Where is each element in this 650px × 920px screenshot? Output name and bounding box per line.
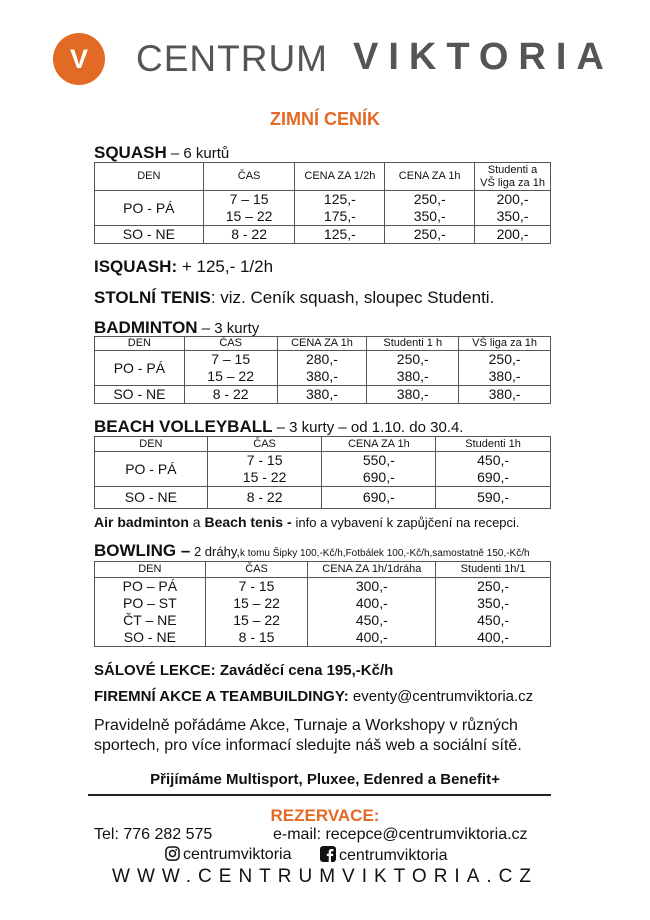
info-paragraph bbox=[94, 716, 522, 756]
cell-line: PO – PÁ bbox=[122, 578, 178, 594]
cell-line: 380,- bbox=[305, 368, 338, 384]
col-header: CENA ZA 1h bbox=[385, 163, 475, 191]
cell-price: 200,- bbox=[475, 226, 551, 244]
cell-line: 690,- bbox=[362, 469, 395, 485]
table-row bbox=[95, 191, 551, 226]
multisport-line: Přijímáme Multisport, Pluxee, Edenred a Benefit+ bbox=[150, 771, 500, 788]
col-header: DEN bbox=[95, 337, 185, 351]
cell-line: 8 - 15 bbox=[238, 629, 275, 645]
col-header: CENA ZA 1h bbox=[322, 437, 436, 452]
cell-line: 15 – 22 bbox=[233, 612, 280, 628]
table-row bbox=[95, 351, 551, 386]
cell-line: 450,- bbox=[477, 452, 510, 468]
cell-line: 15 – 22 bbox=[233, 595, 280, 611]
cell-price bbox=[367, 351, 459, 386]
badminton-table bbox=[94, 336, 551, 404]
instagram-icon bbox=[165, 846, 180, 866]
air-info: info a vybavení k zapůjčení na recepci. bbox=[295, 515, 520, 530]
cell-line: 550,- bbox=[362, 452, 395, 468]
cell-price bbox=[308, 578, 436, 647]
cell-line: 175,- bbox=[323, 208, 356, 224]
cell-time bbox=[203, 191, 295, 226]
col-header: ČAS bbox=[205, 562, 308, 578]
salove-lekce: SÁLOVÉ LEKCE: Zaváděcí cena 195,-Kč/h bbox=[94, 662, 394, 679]
cell-price bbox=[322, 452, 436, 487]
col-header: CENA ZA 1h bbox=[277, 337, 367, 351]
cell-line: 7 - 15 bbox=[238, 578, 275, 594]
facebook-icon bbox=[320, 846, 336, 867]
air-badminton-label: Air badminton bbox=[94, 514, 189, 530]
cell-price bbox=[295, 191, 385, 226]
cell-price bbox=[277, 351, 367, 386]
cell-price: 125,- bbox=[295, 226, 385, 244]
table-tennis-text: : viz. Ceník squash, sloupec Studenti. bbox=[210, 288, 495, 307]
beach-table bbox=[94, 436, 551, 509]
bowling-table bbox=[94, 561, 551, 647]
table-header-row bbox=[95, 562, 551, 578]
table-tennis-line bbox=[94, 288, 494, 308]
cell-time bbox=[205, 578, 308, 647]
website-link[interactable]: WWW.CENTRUMVIKTORIA.CZ bbox=[112, 866, 538, 887]
col-header-line: VŠ liga za 1h bbox=[480, 176, 545, 189]
cell-time bbox=[184, 351, 277, 386]
table-header-row bbox=[95, 437, 551, 452]
brand-name-first: CENTRUM bbox=[136, 38, 328, 79]
isquash-text: + 125,- 1/2h bbox=[177, 257, 274, 276]
bowling-heading-sub: 2 dráhy, bbox=[190, 544, 240, 559]
col-header-line: Studenti a bbox=[487, 163, 538, 176]
phone[interactable]: Tel: 776 282 575 bbox=[94, 826, 213, 843]
beach-heading-sub: – 3 kurty – od 1.10. do 30.4. bbox=[272, 419, 464, 436]
bowling-note: k tomu Šipky 100,-Kč/h,Fotbálek 100,-Kč/h,samostatně 150,-Kč/h bbox=[239, 548, 530, 559]
table-row bbox=[95, 487, 551, 509]
cell-price: 380,- bbox=[367, 386, 459, 404]
divider bbox=[88, 794, 551, 796]
cell-line: 400,- bbox=[477, 629, 510, 645]
cell-line: 380,- bbox=[488, 368, 521, 384]
beach-tennis-label: Beach tenis bbox=[204, 514, 284, 530]
instagram-handle: centrumviktoria bbox=[183, 846, 292, 863]
facebook-link[interactable] bbox=[320, 846, 447, 867]
air-badminton-line bbox=[94, 514, 520, 530]
air-connector: a bbox=[188, 514, 205, 530]
cell-line: 15 – 22 bbox=[207, 368, 255, 384]
cell-price: 690,- bbox=[322, 487, 436, 509]
badminton-heading-label: BADMINTON bbox=[94, 318, 198, 337]
air-dash: - bbox=[283, 514, 296, 530]
beach-heading bbox=[94, 417, 463, 437]
table-row bbox=[95, 386, 551, 404]
isquash-label: ISQUASH: bbox=[94, 257, 178, 276]
col-header: ČAS bbox=[184, 337, 277, 351]
squash-table bbox=[94, 162, 551, 244]
cell-line: 7 – 15 bbox=[229, 191, 269, 207]
col-header: VŠ liga za 1h bbox=[459, 337, 551, 351]
cell-day: PO - PÁ bbox=[95, 452, 208, 487]
info-line: Pravidelně pořádáme Akce, Turnaje a Workshopy v různých bbox=[94, 717, 518, 734]
cell-line: 15 – 22 bbox=[225, 208, 273, 224]
cell-line: 15 - 22 bbox=[242, 469, 287, 485]
info-line: sportech, pro více informací sledujte náš web a sociální sítě. bbox=[94, 737, 522, 754]
cell-day: SO - NE bbox=[95, 226, 204, 244]
logo-icon: V bbox=[53, 33, 105, 85]
firemni-label: FIREMNÍ AKCE A TEAMBUILDINGY: bbox=[94, 688, 349, 705]
table-tennis-label: STOLNÍ TENIS bbox=[94, 288, 211, 307]
cell-line: 400,- bbox=[355, 595, 388, 611]
col-header: ČAS bbox=[203, 163, 295, 191]
cell-price: 380,- bbox=[277, 386, 367, 404]
cell-price bbox=[385, 191, 475, 226]
cell-price bbox=[459, 351, 551, 386]
cell-price: 590,- bbox=[436, 487, 551, 509]
rezervace-heading: REZERVACE: bbox=[270, 806, 380, 825]
col-header bbox=[475, 163, 551, 191]
col-header: DEN bbox=[95, 562, 206, 578]
cell-day: PO - PÁ bbox=[95, 351, 185, 386]
cell-line: 350,- bbox=[477, 595, 510, 611]
cell-day: SO - NE bbox=[95, 487, 208, 509]
email[interactable]: e-mail: recepce@centrumviktoria.cz bbox=[273, 826, 528, 843]
table-row bbox=[95, 226, 551, 244]
cell-line: 7 - 15 bbox=[246, 452, 283, 468]
table-header-row bbox=[95, 163, 551, 191]
cell-line: 690,- bbox=[477, 469, 510, 485]
firemni-email[interactable]: eventy@centrumviktoria.cz bbox=[348, 688, 534, 705]
cell-day: SO - NE bbox=[95, 386, 185, 404]
squash-heading bbox=[94, 143, 229, 163]
cell-price: 250,- bbox=[385, 226, 475, 244]
cell-time: 8 - 22 bbox=[207, 487, 322, 509]
cell-time bbox=[207, 452, 322, 487]
instagram-link[interactable] bbox=[165, 846, 291, 866]
firemni-akce bbox=[94, 688, 533, 705]
col-header: Studenti 1h bbox=[436, 437, 551, 452]
cell-line: 200,- bbox=[496, 191, 529, 207]
brand-name-second: VIKTORIA bbox=[353, 36, 614, 78]
cell-line: 450,- bbox=[355, 612, 388, 628]
cell-line: 250,- bbox=[477, 578, 510, 594]
col-header: CENA ZA 1/2h bbox=[295, 163, 385, 191]
cell-price bbox=[436, 452, 551, 487]
cell-line: 125,- bbox=[323, 191, 356, 207]
cell-time: 8 - 22 bbox=[184, 386, 277, 404]
cell-line: 7 – 15 bbox=[211, 351, 251, 367]
cell-price: 380,- bbox=[459, 386, 551, 404]
cell-line: 250,- bbox=[413, 191, 446, 207]
col-header: DEN bbox=[95, 437, 208, 452]
col-header: CENA ZA 1h/1dráha bbox=[308, 562, 436, 578]
cell-line: 400,- bbox=[355, 629, 388, 645]
cell-day: PO - PÁ bbox=[95, 191, 204, 226]
beach-heading-label: BEACH VOLLEYBALL bbox=[94, 417, 273, 436]
squash-heading-sub: – 6 kurtů bbox=[166, 145, 230, 162]
cell-line: ČT – NE bbox=[123, 612, 177, 628]
cell-line: 250,- bbox=[396, 351, 429, 367]
cell-line: 250,- bbox=[488, 351, 521, 367]
cell-line: 280,- bbox=[305, 351, 338, 367]
bowling-heading bbox=[94, 541, 530, 561]
cell-price bbox=[475, 191, 551, 226]
table-row bbox=[95, 578, 551, 647]
cell-line: PO – ST bbox=[123, 595, 177, 611]
cell-line: 350,- bbox=[413, 208, 446, 224]
col-header: DEN bbox=[95, 163, 204, 191]
page-title: ZIMNÍ CENÍK bbox=[270, 109, 380, 129]
cell-price bbox=[436, 578, 551, 647]
col-header: ČAS bbox=[207, 437, 322, 452]
col-header: Studenti 1 h bbox=[367, 337, 459, 351]
table-row bbox=[95, 452, 551, 487]
facebook-handle: centrumviktoria bbox=[339, 847, 448, 864]
cell-line: SO - NE bbox=[123, 629, 176, 645]
cell-line: 300,- bbox=[355, 578, 388, 594]
cell-line: 350,- bbox=[496, 208, 529, 224]
cell-day bbox=[95, 578, 206, 647]
cell-time: 8 - 22 bbox=[203, 226, 295, 244]
cell-line: 380,- bbox=[396, 368, 429, 384]
squash-heading-label: SQUASH bbox=[94, 143, 167, 162]
isquash-line bbox=[94, 257, 273, 277]
bowling-heading-label: BOWLING – bbox=[94, 541, 191, 560]
cell-line: 450,- bbox=[477, 612, 510, 628]
badminton-heading bbox=[94, 318, 259, 338]
table-header-row bbox=[95, 337, 551, 351]
badminton-heading-sub: – 3 kurty bbox=[197, 320, 260, 337]
col-header: Studenti 1h/1 bbox=[436, 562, 551, 578]
